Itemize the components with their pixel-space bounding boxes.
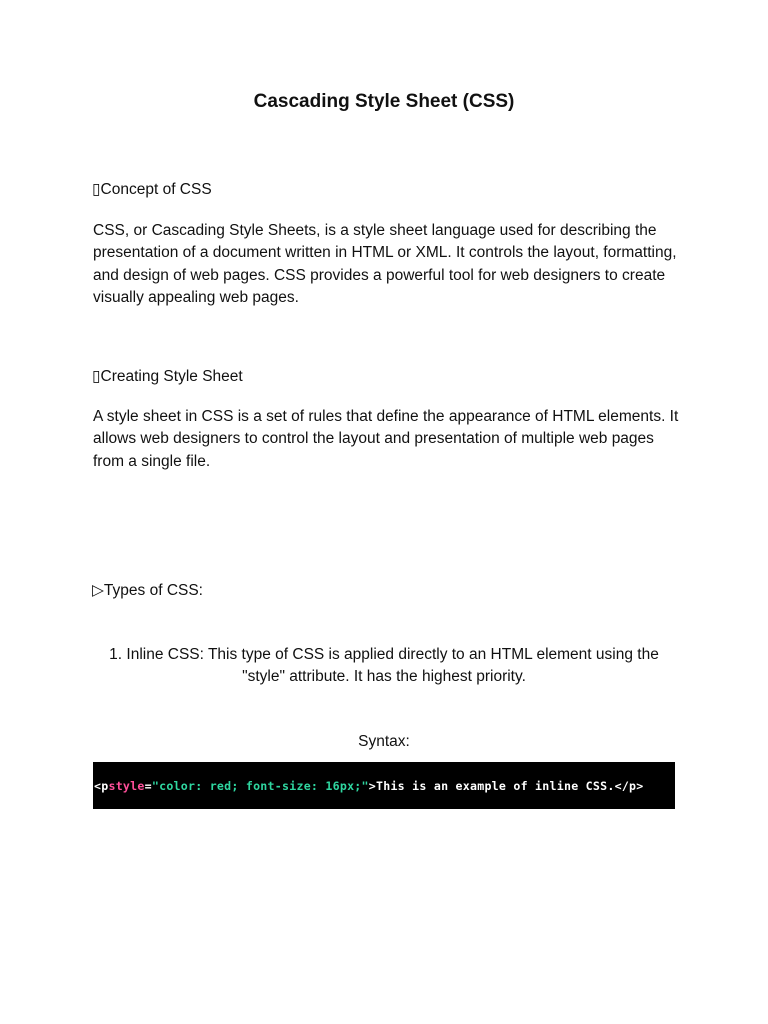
section-heading-label: Creating Style Sheet <box>100 368 243 385</box>
section-heading-concept <box>92 179 212 201</box>
document-title: Cascading Style Sheet (CSS) <box>253 91 515 112</box>
paragraph-concept: CSS, or Cascading Style Sheets, is a style sheet language used for describing the presentation of a document written in HTML or XML. It controls the layout, formatting, and design of web pages. CSS provides a powerful tool for web designers to create visually appealing web pages. <box>93 222 677 307</box>
list-item-inline-line-2: "style" attribute. It has the highest priority. <box>242 668 526 685</box>
triangle-bullet-icon: ▷ <box>92 582 104 599</box>
list-item-inline-line-1: 1. Inline CSS: This type of CSS is applied directly to an HTML element using the <box>109 646 659 663</box>
code-equals: = <box>144 778 152 793</box>
section-heading-creating <box>92 366 243 388</box>
bullet-box-icon: ▯ <box>92 181 101 198</box>
section-heading-label: Concept of CSS <box>100 181 212 198</box>
paragraph-creating: A style sheet in CSS is a set of rules that define the appearance of HTML elements. It allows web designers to control the layout and presentation of multiple web pages from a single file. <box>93 408 679 470</box>
code-tag-open: <p <box>94 778 109 793</box>
code-snippet <box>93 762 675 809</box>
section-heading-label: Types of CSS: <box>103 582 203 599</box>
code-attribute-name: style <box>108 778 145 793</box>
section-heading-types <box>92 580 203 602</box>
code-attribute-value: "color: red; font-size: 16px;" <box>151 778 369 793</box>
code-content: >This is an example of inline CSS.</p> <box>368 778 644 793</box>
bullet-box-icon: ▯ <box>92 368 101 385</box>
syntax-label: Syntax: <box>358 733 410 750</box>
